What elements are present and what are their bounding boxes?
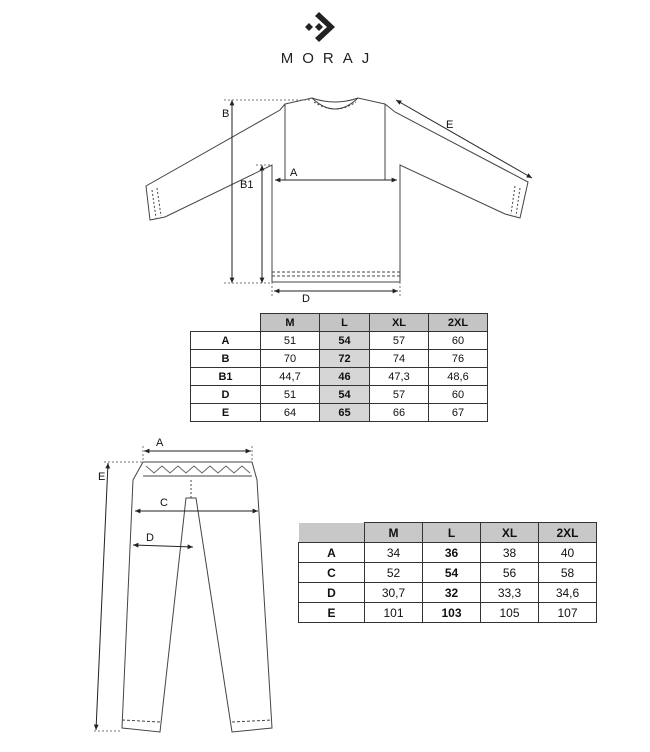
col-header-2xl: 2XL	[539, 523, 597, 543]
cell-highlighted: 54	[320, 386, 370, 404]
cell-highlighted: 72	[320, 350, 370, 368]
table-row	[191, 332, 488, 350]
shirt-label-e: E	[446, 119, 454, 131]
cell: 74	[370, 350, 429, 368]
cell: 64	[261, 404, 320, 422]
pants-label-d: D	[146, 532, 154, 544]
pants-size-table	[298, 522, 597, 623]
cell: 57	[370, 386, 429, 404]
cell: 57	[370, 332, 429, 350]
table-row	[191, 386, 488, 404]
cell: 51	[261, 332, 320, 350]
col-header-m: M	[261, 314, 320, 332]
row-label: A	[299, 543, 365, 563]
cell: 40	[539, 543, 597, 563]
cell: 34	[365, 543, 423, 563]
row-label: C	[299, 563, 365, 583]
cell-highlighted: 46	[320, 368, 370, 386]
cell-highlighted: 36	[423, 543, 481, 563]
table-row	[191, 368, 488, 386]
pants-label-a: A	[156, 437, 164, 449]
shirt-label-d: D	[302, 293, 310, 305]
col-header-m: M	[365, 523, 423, 543]
cell: 30,7	[365, 583, 423, 603]
cell-highlighted: 54	[320, 332, 370, 350]
pants-drawing	[122, 462, 272, 732]
col-header-2xl: 2XL	[429, 314, 488, 332]
cell-highlighted: 103	[423, 603, 481, 623]
pants-label-e: E	[98, 471, 106, 483]
cell: 66	[370, 404, 429, 422]
table-header-row	[191, 314, 488, 332]
shirt-size-table	[190, 313, 488, 422]
cell: 34,6	[539, 583, 597, 603]
row-label: D	[191, 386, 261, 404]
cell: 67	[429, 404, 488, 422]
cell: 60	[429, 386, 488, 404]
shirt-label-b1: B1	[240, 179, 254, 191]
table-row	[191, 350, 488, 368]
cell: 60	[429, 332, 488, 350]
row-label: A	[191, 332, 261, 350]
cell: 56	[481, 563, 539, 583]
table-header-row	[299, 523, 597, 543]
cell: 33,3	[481, 583, 539, 603]
cell-highlighted: 32	[423, 583, 481, 603]
shirt-measure-lines	[224, 100, 532, 296]
cell-highlighted: 65	[320, 404, 370, 422]
row-label: E	[191, 404, 261, 422]
table-corner	[299, 523, 365, 543]
shirt-label-b: B	[222, 108, 230, 120]
cell-highlighted: 54	[423, 563, 481, 583]
col-header-l: L	[320, 314, 370, 332]
cell: 38	[481, 543, 539, 563]
cell: 48,6	[429, 368, 488, 386]
shirt-drawing	[146, 98, 528, 282]
row-label: B	[191, 350, 261, 368]
table-corner	[191, 314, 261, 332]
brand-name: MORAJ	[280, 50, 379, 67]
table-row	[299, 583, 597, 603]
cell: 51	[261, 386, 320, 404]
row-label: E	[299, 603, 365, 623]
cell: 105	[481, 603, 539, 623]
cell: 101	[365, 603, 423, 623]
table-row	[191, 404, 488, 422]
table-row	[299, 603, 597, 623]
row-label: B1	[191, 368, 261, 386]
shirt-label-a: A	[290, 167, 298, 179]
table-row	[299, 543, 597, 563]
col-header-xl: XL	[370, 314, 429, 332]
cell: 70	[261, 350, 320, 368]
cell: 47,3	[370, 368, 429, 386]
cell: 52	[365, 563, 423, 583]
pants-label-c: C	[160, 497, 168, 509]
cell: 58	[539, 563, 597, 583]
row-label: D	[299, 583, 365, 603]
col-header-l: L	[423, 523, 481, 543]
cell: 44,7	[261, 368, 320, 386]
cell: 107	[539, 603, 597, 623]
table-row	[299, 563, 597, 583]
col-header-xl: XL	[481, 523, 539, 543]
cell: 76	[429, 350, 488, 368]
